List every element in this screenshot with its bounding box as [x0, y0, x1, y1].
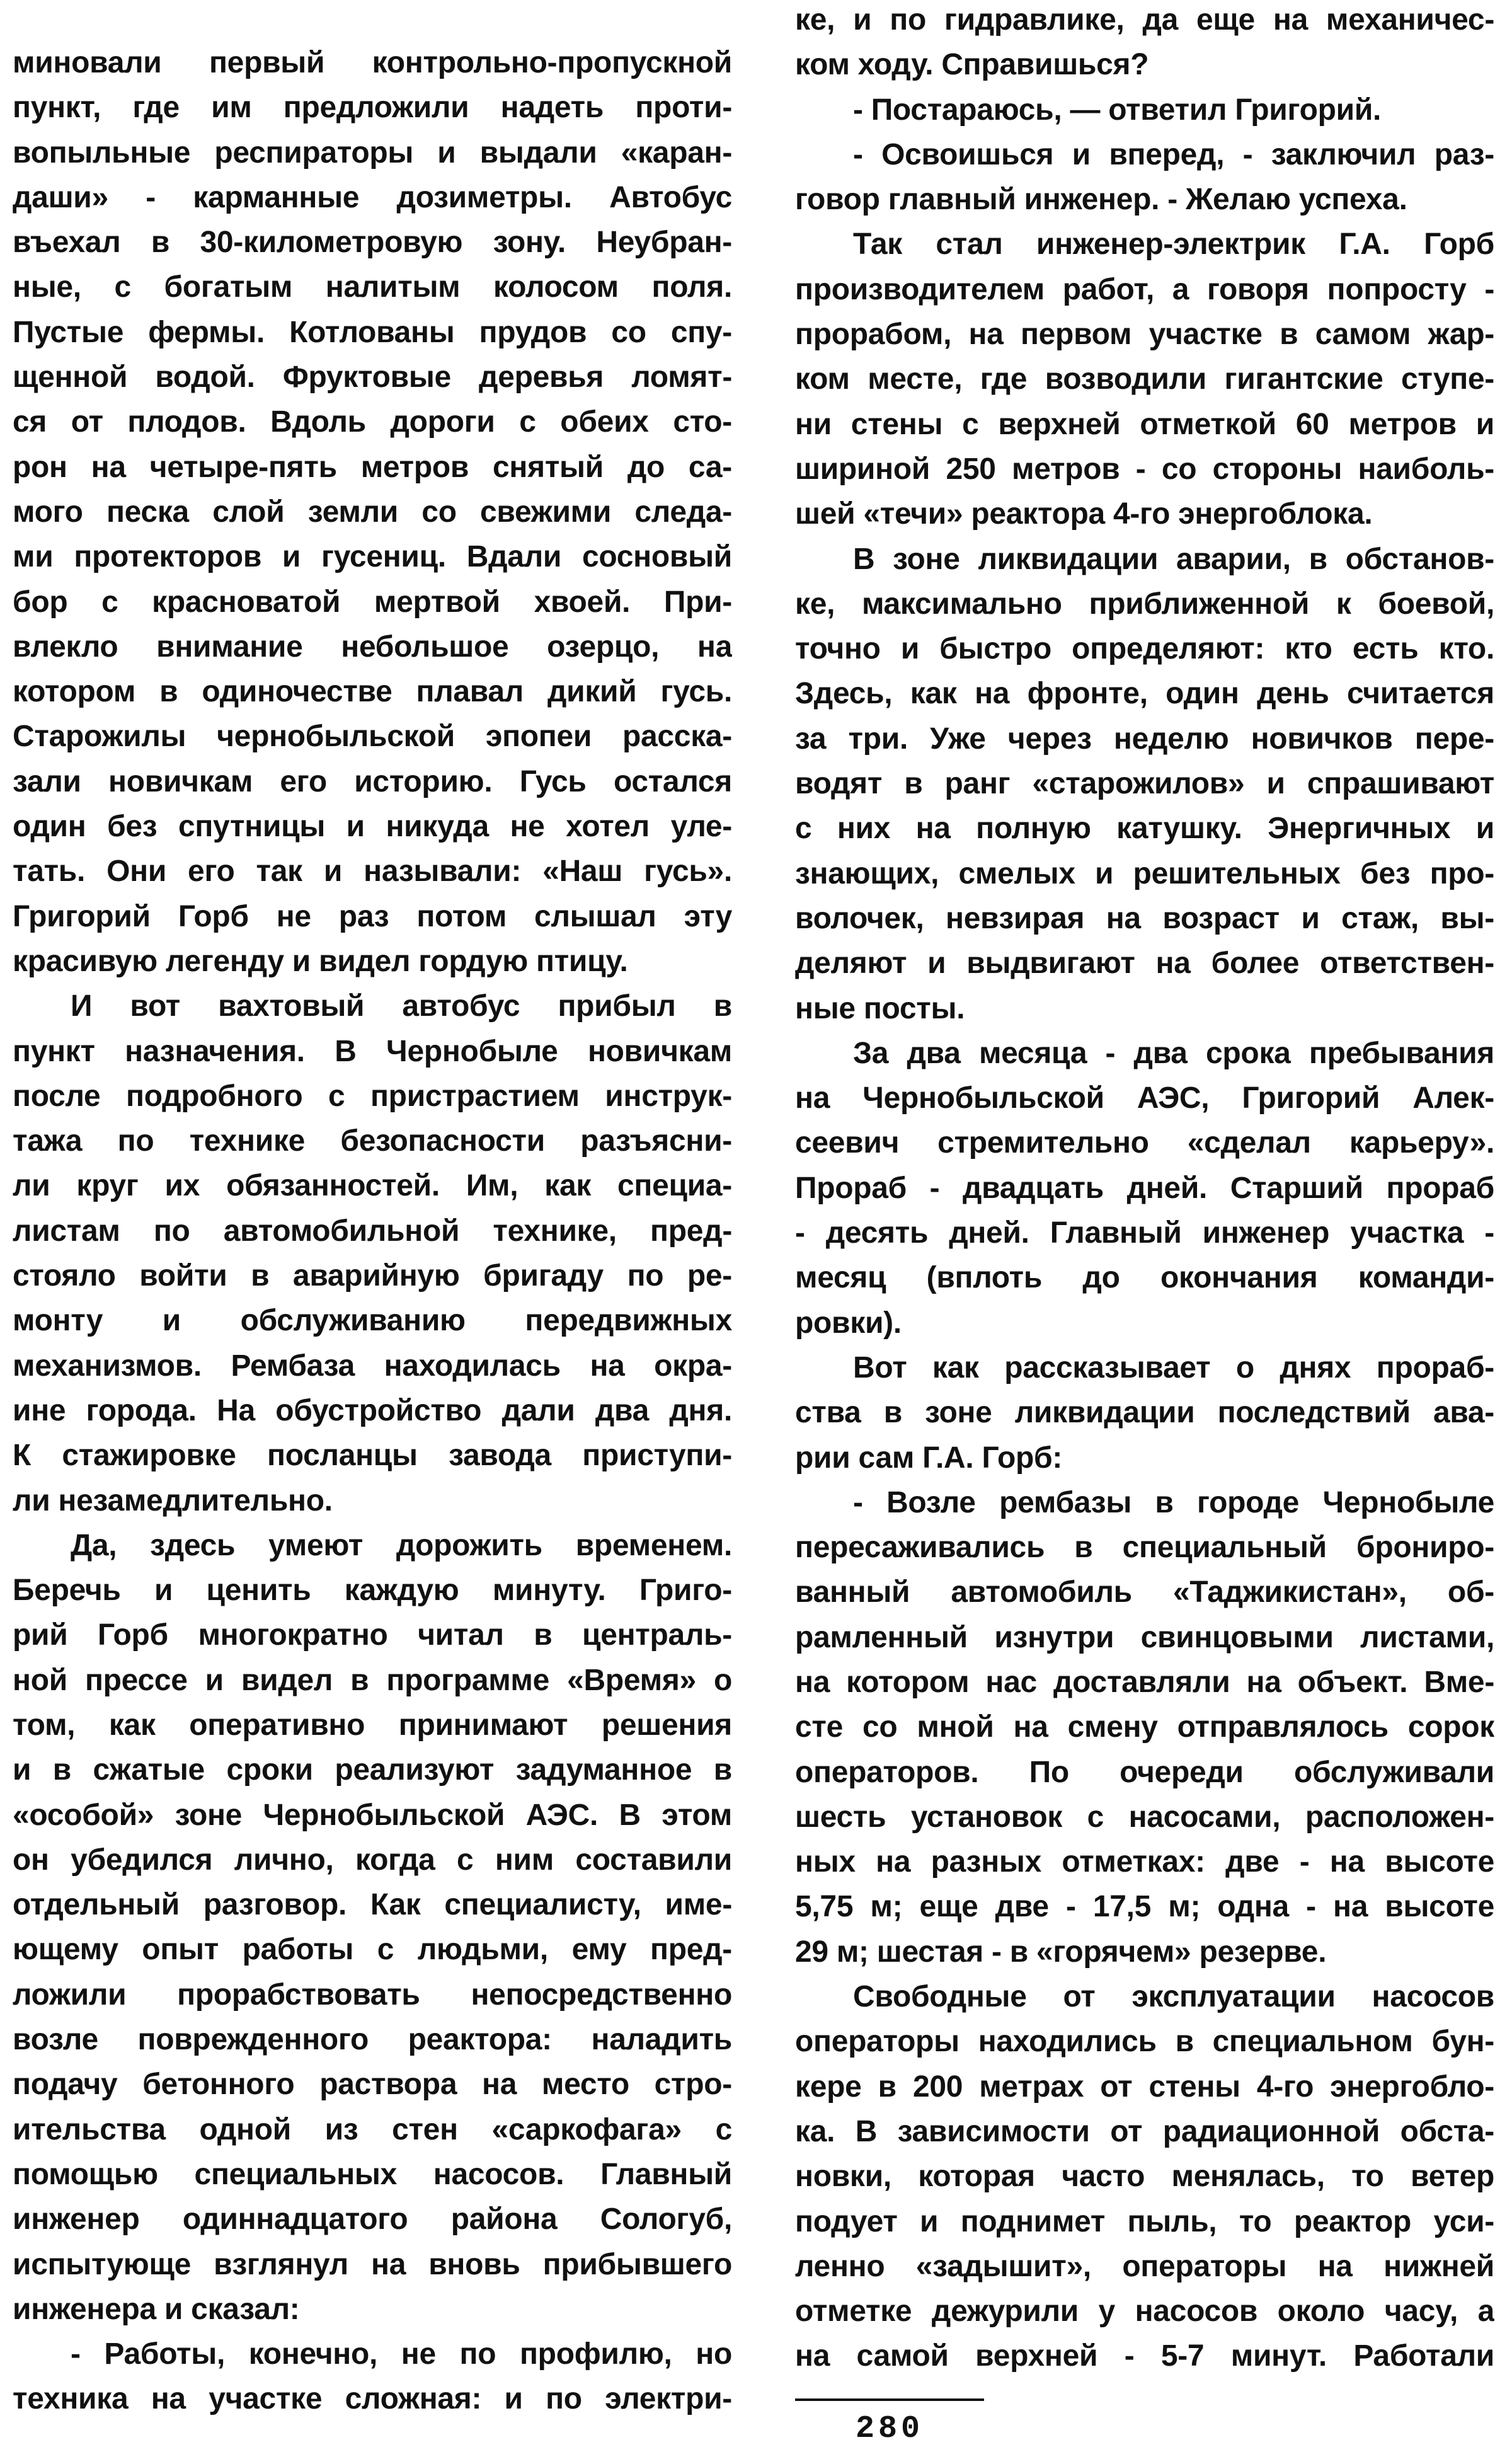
text-line: новки, которая часто менялась, то ветер [795, 2160, 1494, 2194]
text-line: ные, с богатым налитым колосом поля. [13, 270, 732, 304]
page-number: 280 [855, 2411, 924, 2447]
text-line: Прораб - двадцать дней. Старший прораб [795, 1171, 1494, 1205]
text-line: операторы находились в специальном бун- [795, 2025, 1494, 2059]
text-line: после подробного с пристрастием инструк- [13, 1079, 732, 1113]
text-line: отметке дежурили у насосов около часу, а [795, 2294, 1494, 2329]
text-line: - Работы, конечно, не по профилю, но [71, 2337, 732, 2371]
text-line: месяц (вплоть до окончания команди- [795, 1261, 1494, 1295]
text-line: Пустые фермы. Котлованы прудов со спу- [13, 315, 732, 349]
text-line: ровки). [795, 1306, 902, 1340]
text-line: подует и поднимет пыль, то реактор уси- [795, 2204, 1494, 2238]
text-line: один без спутницы и никуда не хотел уле- [13, 810, 732, 844]
text-line: 5,75 м; еще две - 17,5 м; одна - на высоте [795, 1890, 1494, 1924]
right-text-column [795, 0, 1494, 2379]
text-line: влекло внимание небольшое озерцо, на [13, 630, 732, 664]
text-line: бор с красноватой мертвой хвоей. При- [13, 585, 732, 619]
text-line: ства в зоне ликвидации последствий ава- [795, 1396, 1494, 1430]
text-line: ющему опыт работы с людьми, ему пред- [13, 1933, 732, 1967]
text-line: пункт, где им предложили надеть проти- [13, 91, 732, 125]
text-line: он убедился лично, когда с ним составили [13, 1843, 732, 1877]
text-line: возле поврежденного реактора: наладить [13, 2023, 732, 2057]
text-line: ной прессе и видел в программе «Время» о [13, 1663, 732, 1697]
text-line: ка. В зависимости от радиационной обста- [795, 2114, 1494, 2148]
text-line: вопыльные респираторы и выдали «каран- [13, 135, 732, 170]
text-line: за три. Уже через неделю новичков пере- [795, 722, 1494, 756]
text-line: кере в 200 метрах от стены 4-го энергобло- [795, 2070, 1494, 2104]
text-line: Григорий Горб не раз потом слышал эту [13, 899, 732, 933]
text-line: зали новичкам его историю. Гусь остался [13, 764, 732, 798]
text-line: деляют и выдвигают на более ответствен- [795, 947, 1494, 981]
text-line: операторов. По очереди обслуживали [795, 1755, 1494, 1789]
text-line: отдельный разговор. Как специалисту, име- [13, 1888, 732, 1922]
text-line: Беречь и ценить каждую минуту. Григо- [13, 1574, 732, 1608]
text-line: шей «течи» реактора 4-го энергоблока. [795, 497, 1373, 531]
text-line: говор главный инженер. - Желаю успеха. [795, 183, 1407, 217]
text-line: ми протекторов и гусениц. Вдали сосновый [13, 540, 732, 574]
text-line: въехал в 30-километровую зону. Неубран- [13, 226, 732, 260]
text-line: ные посты. [795, 991, 965, 1025]
text-line: пересаживались в специальный брониро- [795, 1531, 1494, 1565]
text-line: и в сжатые сроки реализуют задуманное в [13, 1753, 732, 1787]
text-line: 29 м; шестая - в «горячем» резерве. [795, 1935, 1327, 1969]
text-line: тать. Они его так и называли: «Наш гусь». [13, 855, 732, 889]
text-line: - десять дней. Главный инженер участка - [795, 1216, 1494, 1250]
text-line: производителем работ, а говоря попросту - [795, 272, 1494, 306]
text-line: помощью специальных насосов. Главный [13, 2157, 732, 2191]
left-text-column [13, 40, 732, 2422]
text-line: даши» - карманные дозиметры. Автобус [13, 180, 732, 214]
text-line: В зоне ликвидации аварии, в обстанов- [853, 542, 1494, 576]
text-line: ли незамедлительно. [13, 1483, 333, 1517]
text-line: красивую легенду и видел гордую птицу. [13, 944, 628, 978]
text-line: - Освоишься и вперед, - заключил раз- [853, 137, 1494, 171]
text-line: монту и обслуживанию передвижных [13, 1304, 732, 1338]
text-line: ком ходу. Справишься? [795, 48, 1149, 82]
text-line: ли круг их обязанностей. Им, как специа- [13, 1169, 732, 1203]
text-line: шесть установок с насосами, расположен- [795, 1800, 1494, 1834]
text-line: рий Горб многократно читал в централь- [13, 1618, 732, 1652]
text-line: Вот как рассказывает о днях прораб- [853, 1350, 1494, 1385]
text-line: К стажировке посланцы завода приступи- [13, 1439, 732, 1473]
text-line: прорабом, на первом участке в самом жар- [795, 318, 1494, 352]
text-line: ительства одной из стен «саркофага» с [13, 2112, 732, 2146]
text-line: ни стены с верхней отметкой 60 метров и [795, 407, 1494, 441]
text-line: И вот вахтовый автобус прибыл в [71, 989, 732, 1023]
text-line: миновали первый контрольно-пропускной [13, 46, 732, 79]
text-line: шириной 250 метров - со стороны наиболь- [795, 452, 1494, 486]
text-line: ся от плодов. Вдоль дороги с обеих сто- [13, 405, 732, 439]
text-line: - Постараюсь, — ответил Григорий. [853, 93, 1382, 127]
text-line: ком месте, где возводили гигантские ступе- [795, 362, 1494, 396]
text-line: За два месяца - два срока пребывания [853, 1036, 1494, 1070]
text-line: листам по автомобильной технике, пред- [13, 1214, 732, 1248]
text-line: Старожилы чернобыльской эпопеи расска- [13, 720, 732, 754]
text-line: ленно «задышит», операторы на нижней [795, 2249, 1494, 2283]
text-line: рамленный изнутри свинцовыми листами, [795, 1620, 1494, 1654]
text-line: знающих, смелых и решительных без про- [795, 856, 1494, 890]
text-line: том, как оперативно принимают решения [13, 1708, 732, 1742]
text-line: механизмов. Рембаза находилась на окра- [13, 1349, 732, 1383]
text-line: ине города. На обустройство дали два дня. [13, 1393, 732, 1427]
text-line: - Возле рембазы в городе Чернобыле [853, 1485, 1494, 1519]
text-line: щенной водой. Фруктовые деревья ломят- [13, 360, 732, 394]
text-line: «особой» зоне Чернобыльской АЭС. В этом [13, 1798, 732, 1832]
footer-rule [795, 2398, 984, 2401]
text-line: Свободные от эксплуатации насосов [853, 1980, 1494, 2014]
text-line: водят в ранг «старожилов» и спрашивают [795, 767, 1494, 801]
text-line: Так стал инженер-электрик Г.А. Горб [853, 227, 1494, 262]
text-line: точно и быстро определяют: кто есть кто. [795, 632, 1494, 666]
text-line: рии сам Г.А. Горб: [795, 1441, 1063, 1475]
text-line: мого песка слой земли со свежими следа- [13, 495, 732, 529]
text-line: техника на участке сложная: и по электри- [13, 2382, 732, 2416]
text-line: ложили прорабствовать непосредственно [13, 1978, 732, 2012]
text-line: ванный автомобиль «Таджикистан», об- [795, 1575, 1494, 1609]
text-line: волочек, невзирая на возраст и стаж, вы- [795, 901, 1494, 935]
text-line: на котором нас доставляли на объект. Вме- [795, 1665, 1494, 1699]
text-line: тажа по технике безопасности разъясни- [13, 1124, 732, 1158]
text-line: сеевич стремительно «сделал карьеру». [795, 1126, 1494, 1160]
text-line: испытующе взглянул на вновь прибывшего [13, 2247, 732, 2281]
text-line: ке, и по гидравлике, да еще на механичес- [795, 3, 1494, 37]
text-line: инженера и сказал: [13, 2292, 300, 2326]
text-line: котором в одиночестве плавал дикий гусь. [13, 675, 732, 709]
text-line: с них на полную катушку. Энергичных и [795, 812, 1494, 846]
text-line: Здесь, как на фронте, один день считается [795, 677, 1494, 711]
text-line: рон на четыре-пять метров снятый до са- [13, 450, 732, 484]
text-line: ке, максимально приближенной к боевой, [795, 587, 1494, 621]
text-line: Да, здесь умеют дорожить временем. [71, 1528, 732, 1562]
text-line: пункт назначения. В Чернобыле новичкам [13, 1034, 732, 1068]
text-line: на самой верхней - 5-7 минут. Работали [795, 2339, 1494, 2373]
text-line: на Чернобыльской АЭС, Григорий Алек- [795, 1081, 1494, 1115]
text-line: сте со мной на смену отправлялось сорок [795, 1710, 1494, 1744]
text-line: подачу бетонного раствора на место стро- [13, 2068, 732, 2102]
text-line: ных на разных отметках: две - на высоте [795, 1845, 1494, 1879]
text-line: стояло войти в аварийную бригаду по ре- [13, 1259, 732, 1293]
text-line: инженер одиннадцатого района Сологуб, [13, 2202, 732, 2237]
